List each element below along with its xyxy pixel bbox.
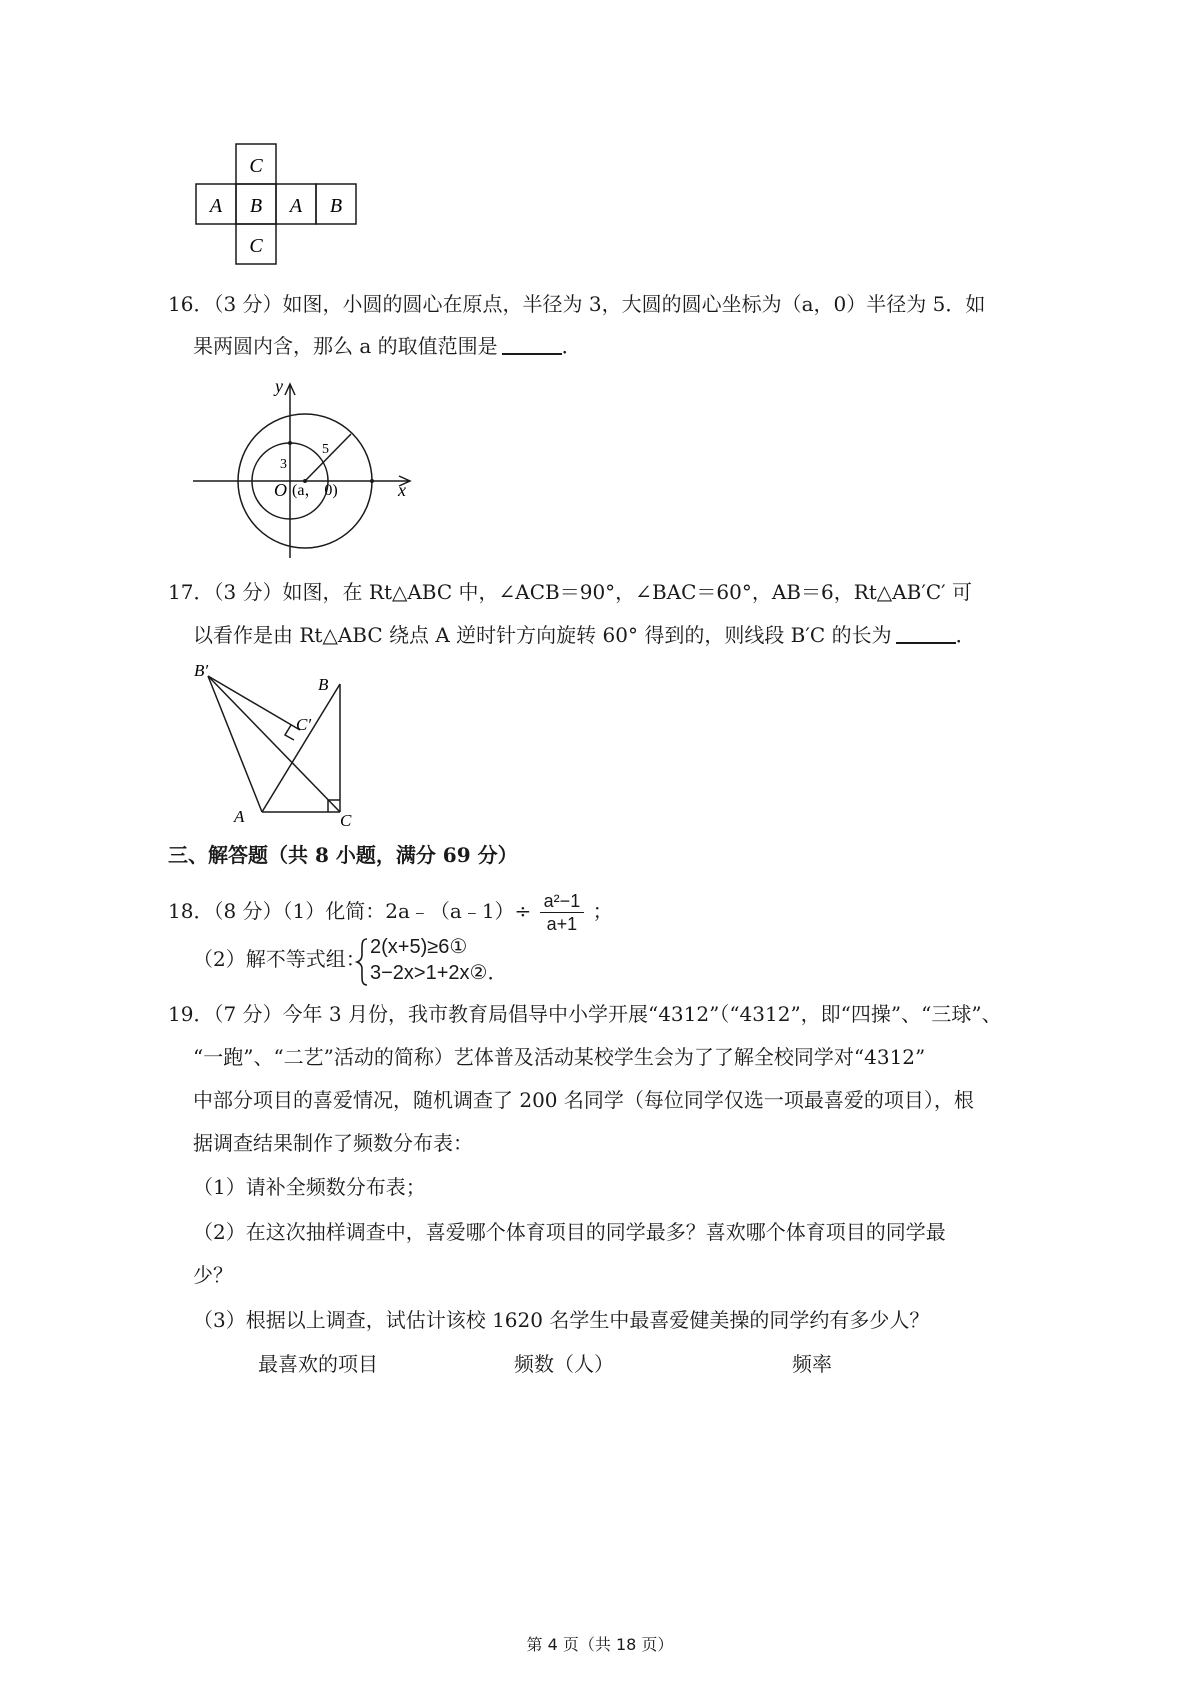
cube-net-figure	[190, 140, 370, 280]
q16-end: ．	[561, 334, 582, 358]
page-footer: 第 4 页（共 18 页）	[526, 1635, 674, 1654]
net-label-row-4: B	[329, 195, 343, 217]
label-a: A	[234, 807, 245, 826]
q17-end: ．	[955, 623, 976, 647]
q18-part-2-prefix: （2）解不等式组：	[193, 947, 366, 971]
label-b-prime: B′	[194, 662, 209, 680]
q17-line-2	[193, 621, 976, 649]
table-header-item: 最喜欢的项目	[258, 1352, 378, 1376]
q18-fraction-denominator: a+1	[546, 914, 578, 934]
q18-part-1-suffix: ；	[592, 899, 613, 923]
q19-line-4: 据调查结果制作了频数分布表：	[193, 1131, 473, 1155]
q17-line-1: 17．（3 分）如图，在 Rt△ABC 中，∠ACB＝90°，∠BAC＝60°，AB＝6，Rt△AB′C′ 可	[168, 580, 973, 604]
section-3-title: 三、解答题（共 8 小题，满分 69 分）	[168, 843, 518, 867]
center-label: (a， 0)	[292, 482, 338, 499]
q18-part-2-suffix: ．	[487, 962, 508, 984]
small-radius-label: 3	[280, 457, 287, 472]
table-header-rate: 频率	[792, 1352, 832, 1376]
q18-inequality-2: 3−2x>1+2x②．	[370, 962, 508, 984]
q18-inequality-1: 2(x+5)≥6①	[370, 936, 468, 958]
system-brace-icon	[355, 937, 369, 987]
circles-figure	[185, 378, 425, 563]
label-c-prime: C′	[296, 715, 312, 734]
q19-sub-2b: 少？	[193, 1263, 233, 1287]
net-label-row-2: B	[249, 195, 263, 217]
q16-text: 果两圆内含，那么 a 的取值范围是	[193, 334, 498, 358]
triangles-figure	[190, 662, 360, 832]
table-header-frequency: 频数（人）	[514, 1352, 614, 1376]
q19-sub-2a: （2）在这次抽样调查中，喜爱哪个体育项目的同学最多？喜欢哪个体育项目的同学最	[193, 1220, 946, 1244]
q18-part-1-prefix: 18．（8 分）（1）化简：2a﹣（a﹣1）÷	[168, 899, 532, 923]
label-c: C	[340, 811, 352, 830]
origin-label: O	[274, 480, 287, 500]
q16-line-2	[193, 332, 582, 360]
q19-line-1: 19．（7 分）今年 3 月份，我市教育局倡导中小学开展“4312”（“4312”，即“四操”、“三球”、	[168, 1002, 1002, 1026]
label-b: B	[318, 675, 329, 694]
q19-line-3: 中部分项目的喜爱情况，随机调查了 200 名同学（每位同学仅选一项最喜爱的项目），根	[193, 1088, 974, 1112]
x-axis-label: x	[398, 480, 406, 500]
q17-answer-blank[interactable]	[896, 622, 956, 644]
q16-answer-blank[interactable]	[502, 333, 562, 355]
q18-fraction	[540, 890, 585, 935]
net-label-row-3: A	[289, 195, 303, 217]
q18-inequality-system	[370, 934, 507, 986]
q16-line-1: 16．（3 分）如图，小圆的圆心在原点，半径为 3，大圆的圆心坐标为（a，0）半径为 5．如	[168, 292, 986, 316]
y-axis-label: y	[275, 378, 283, 396]
net-label-row-1: A	[209, 195, 223, 217]
q17-text: 以看作是由 Rt△ABC 绕点 A 逆时针方向旋转 60° 得到的，则线段 B′C 的长为	[193, 623, 892, 647]
net-label-bottom: C	[249, 235, 263, 257]
big-radius-label: 5	[322, 442, 329, 457]
net-label-top: C	[249, 155, 263, 177]
q19-line-2: “一跑”、“二艺”活动的简称）艺体普及活动某校学生会为了了解全校同学对“4312”	[193, 1045, 926, 1069]
q19-sub-1: （1）请补全频数分布表；	[193, 1175, 426, 1199]
q18-part-1	[168, 890, 613, 935]
q19-sub-3: （3）根据以上调查，试估计该校 1620 名学生中最喜爱健美操的同学约有多少人？	[193, 1308, 930, 1332]
q18-fraction-numerator: a²−1	[540, 890, 585, 913]
